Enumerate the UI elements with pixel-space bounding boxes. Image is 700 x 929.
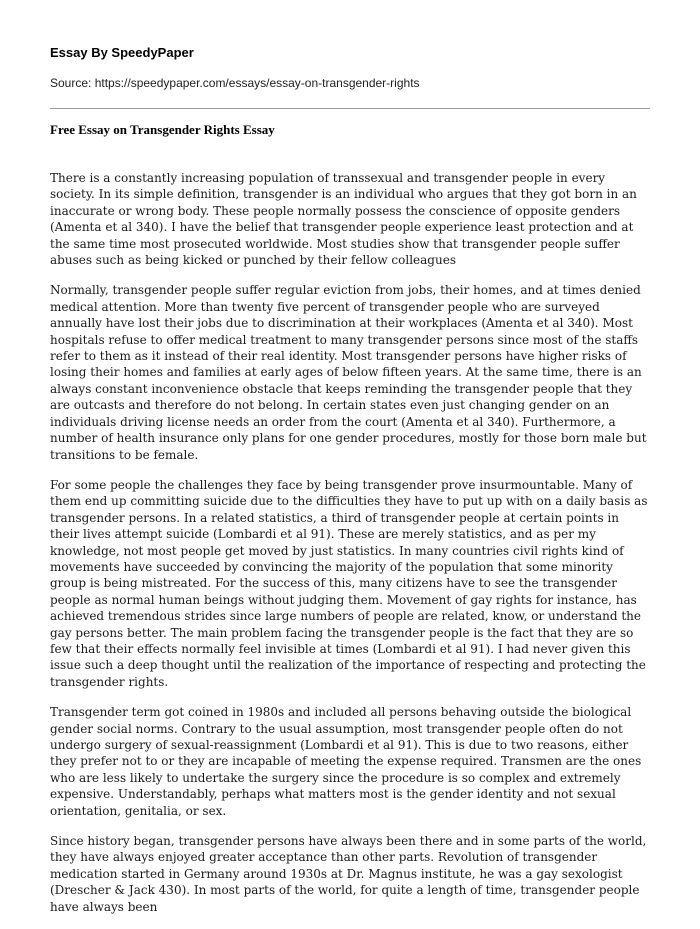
paragraph-5: Since history began, transgender persons have always been there and in some parts of the world, they have always enjoyed greater acceptance than other parts. Revolution of transgender medication started in Germany around 1930s at Dr. Magnus institute, he was a gay sexologist (Drescher & Jack 430). In most parts of the world, for quite a length of time, transgender people have always been [50, 834, 647, 914]
paragraph-2: Normally, transgender people suffer regular eviction from jobs, their homes, and at times denied medical attention. More than twenty five percent of transgender people who are surveyed annually have lost their jobs due to discrimination at their workplaces (Amenta et al 340). Most hospitals refuse to offer medical treatment to many transgender persons since most of the staffs refer to them as it instead of their real identity. Most transgender persons have higher risks of losing their homes and families at early ages of below fifteen years. At the same time, there is an always constant inconvenience obstacle that keeps reminding the transgender people that they are outcasts and therefore do not belong. In certain states even just changing gender on an individuals driving license needs an order from the court (Amenta et al 340). Furthermore, a number of health insurance only plans for one gender procedures, mostly for those born male but transitions to be female. [50, 283, 647, 462]
essay-body [50, 170, 650, 929]
document-header-title: Essay By SpeedyPaper [50, 45, 194, 60]
paragraph-3: For some people the challenges they face by being transgender prove insurmountable. Many of them end up committing suicide due to the difficulties they have to put up with on a daily basis as transgender persons. In a related statistics, a third of transgender people at certain points in their lives attempt suicide (Lombardi et al 91). These are merely statistics, and as per my knowledge, not most people get moved by just statistics. In many countries civil rights kind of movements have succeeded by convincing the majority of the population that some minority group is being mistreated. For the success of this, many citizens have to see the transgender people as normal human beings without judging them. Movement of gay rights for instance, has achieved tremendous strides since large numbers of people are related, know, or understand the gay persons better. The main problem facing the transgender people is the fact that they are so few that their effects normally feel invisible at times (Lombardi et al 91). I had never given this issue such a deep thought until the realization of the importance of respecting and protecting the transgender rights. [50, 477, 648, 689]
essay-title: Free Essay on Transgender Rights Essay [50, 122, 275, 137]
paragraph-4: Transgender term got coined in 1980s and included all persons behaving outside the biological gender social norms. Contrary to the usual assumption, most transgender people often do not undergo surgery of sexual-reassignment (Lombardi et al 91). This is due to two reasons, either they prefer not to or they are incapable of meeting the expense required. Transmen are the ones who are less likely to undertake the surgery since the procedure is so complex and extremely expensive. Understandably, perhaps what matters most is the gender identity and not sexual orientation, genitalia, or sex. [50, 705, 642, 818]
paragraph-1: There is a constantly increasing population of transsexual and transgender people in every society. In its simple definition, transgender is an individual who argues that they got born in an inaccurate or wrong body. These people normally possess the conscience of opposite genders (Amenta et al 340). I have the belief that transgender people experience least protection and at the same time most prosecuted worldwide. Most studies show that transgender people suffer abuses such as being kicked or punched by their fellow colleagues [50, 171, 637, 268]
source-line: Source: https://speedypaper.com/essays/essay-on-transgender-rights [50, 76, 420, 90]
horizontal-divider [50, 108, 650, 109]
